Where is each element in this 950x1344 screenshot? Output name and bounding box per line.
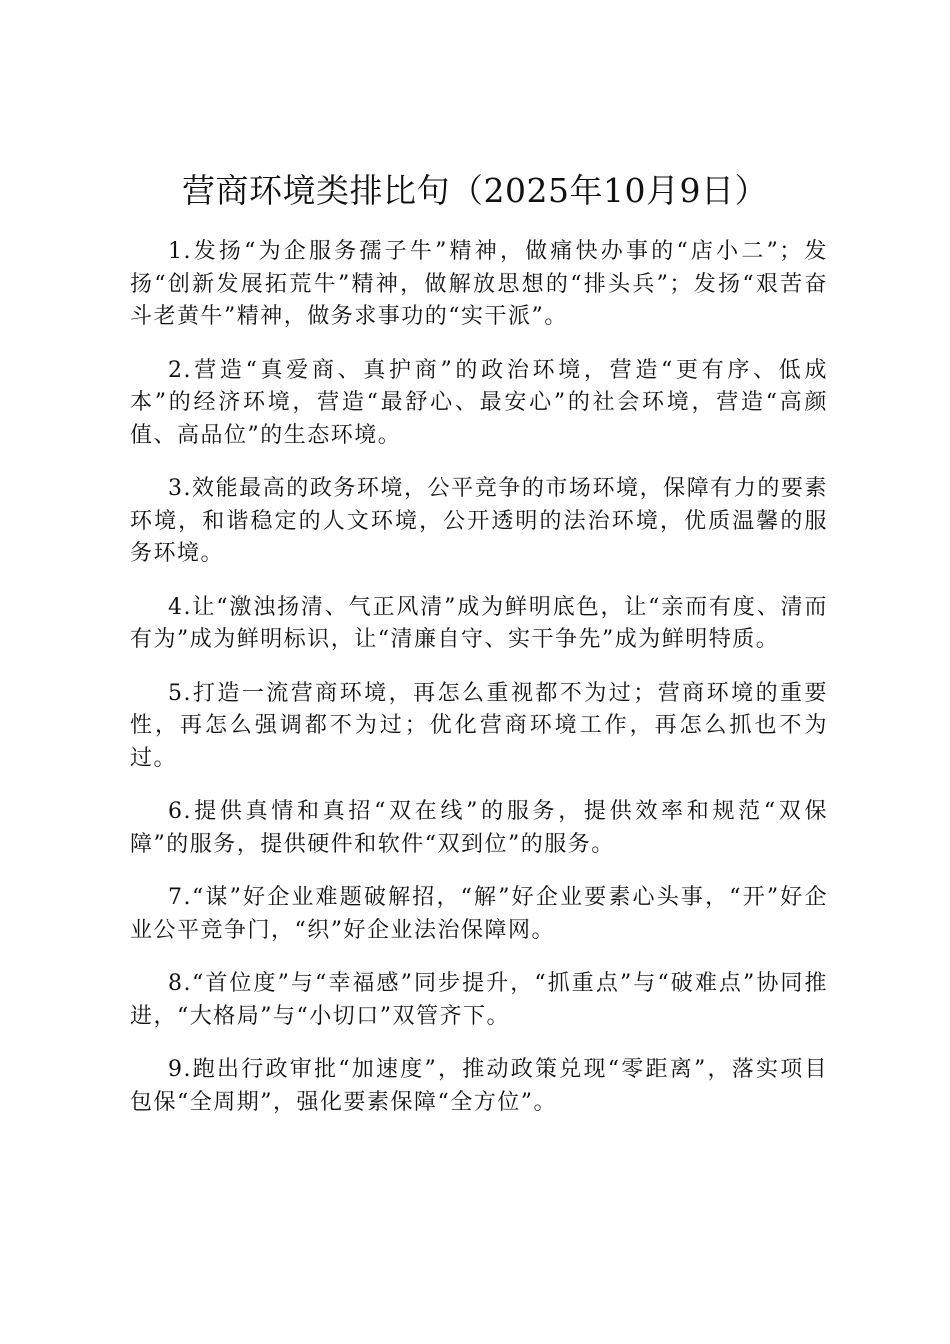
document-title: 营商环境类排比句（2025年10月9日） xyxy=(182,171,768,210)
paragraph-1: 1.发扬“为企服务孺子牛”精神，做痛快办事的“店小二”；发扬“创新发展拓荒牛”精神，做解放思想的“排头兵”；发扬“艰苦奋斗老黄牛”精神，做务求事功的“实干派”。 xyxy=(130,239,828,329)
paragraph-9: 9.跑出行政审批“加速度”，推动政策兑现“零距离”，落实项目包保“全周期”，强化要素保障“全方位”。 xyxy=(130,1057,828,1115)
document-body xyxy=(130,236,828,1140)
paragraph-7: 7.“谋”好企业难题破解招，“解”好企业要素心头事，“开”好企业公平竞争门，“织”好企业法治保障网。 xyxy=(130,885,828,943)
paragraph-4: 4.让“激浊扬清、气正风清”成为鲜明底色，让“亲而有度、清而有为”成为鲜明标识，让“清廉自守、实干争先”成为鲜明特质。 xyxy=(130,594,828,652)
paragraph-8: 8.“首位度”与“幸福感”同步提升，“抓重点”与“破难点”协同推进，“大格局”与“小切口”双管齐下。 xyxy=(130,971,828,1029)
paragraph-6: 6.提供真情和真招“双在线”的服务，提供效率和规范“双保障”的服务，提供硬件和软件“双到位”的服务。 xyxy=(130,799,828,857)
paragraph-3: 3.效能最高的政务环境，公平竞争的市场环境，保障有力的要素环境，和谐稳定的人文环境，公开透明的法治环境，优质温馨的服务环境。 xyxy=(130,476,828,566)
paragraph-2: 2.营造“真爱商、真护商”的政治环境，营造“更有序、低成本”的经济环境，营造“最舒心、最安心”的社会环境，营造“高颜值、高品位”的生态环境。 xyxy=(130,357,828,448)
paragraph-5: 5.打造一流营商环境，再怎么重视都不为过；营商环境的重要性，再怎么强调都不为过；优化营商环境工作，再怎么抓也不为过。 xyxy=(130,680,828,771)
